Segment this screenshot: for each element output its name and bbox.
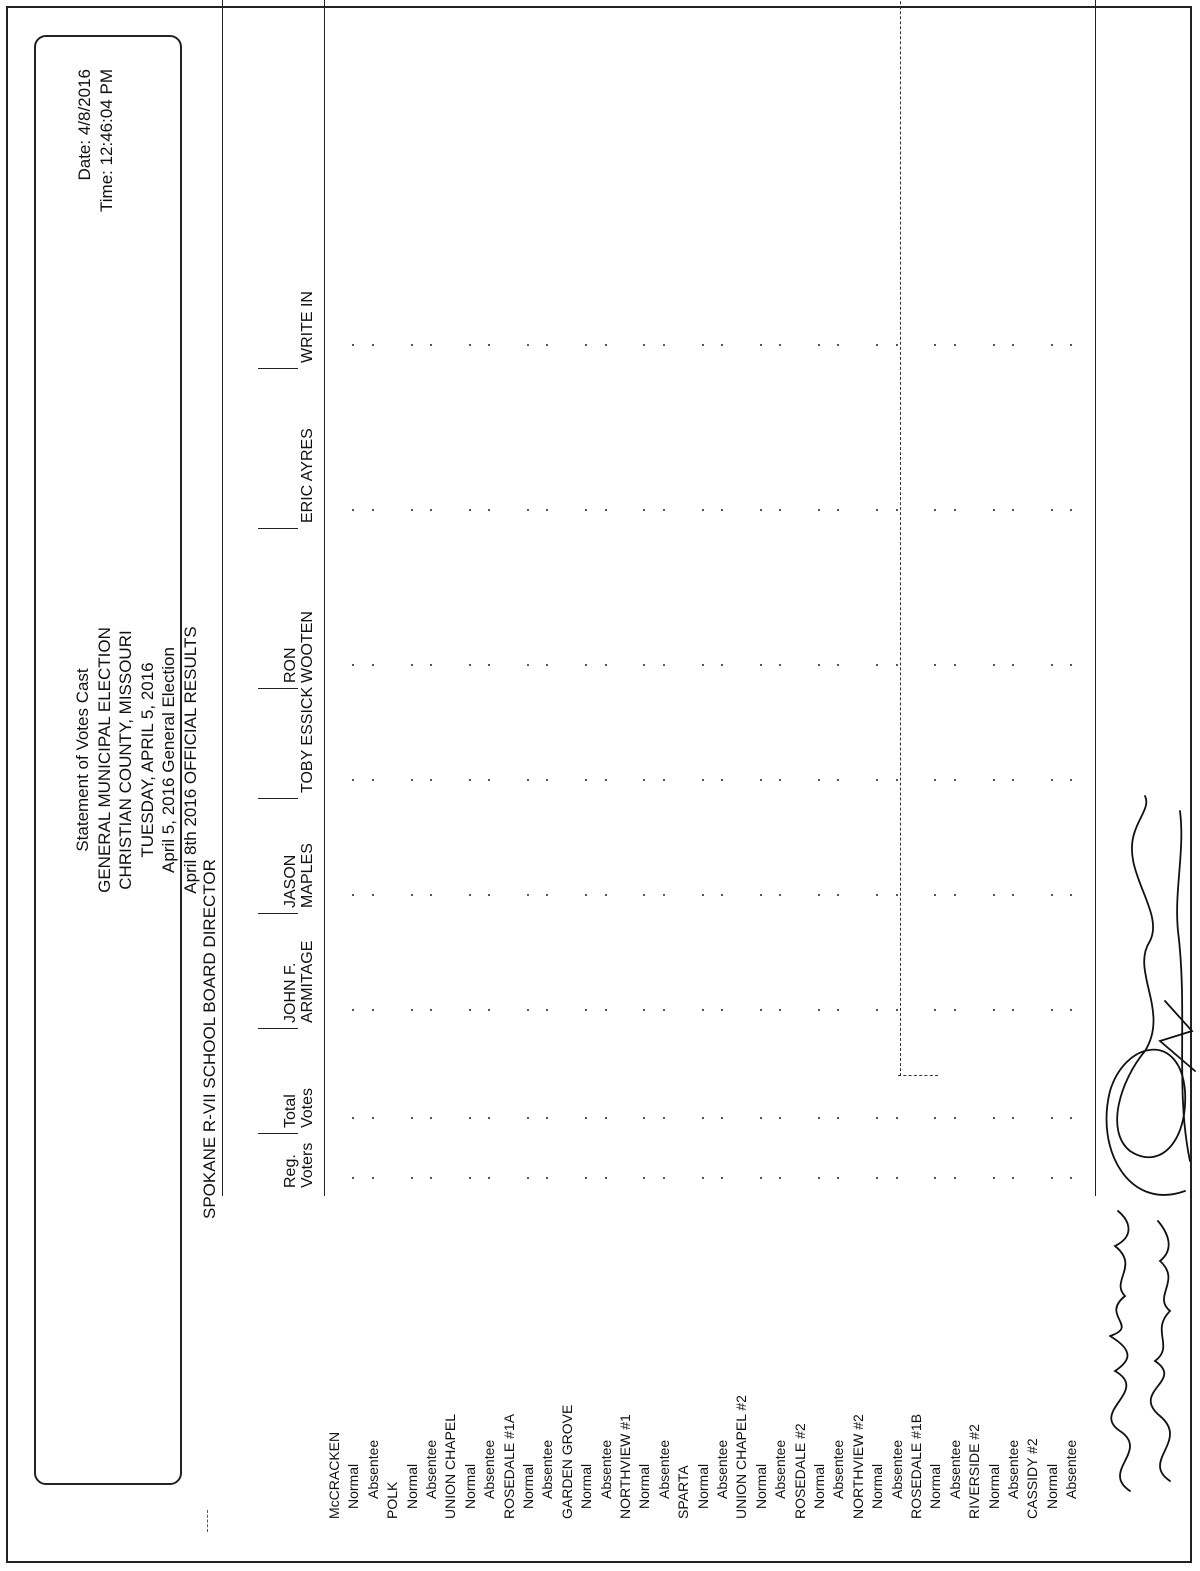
- report-time: Time: 12:46:04 PM: [97, 69, 116, 212]
- vote-count-cell: [934, 894, 936, 896]
- vote-count-cell: [352, 344, 354, 346]
- vote-count-cell: [954, 344, 956, 346]
- vote-count-cell: [527, 664, 529, 666]
- vote-count-cell: [934, 344, 936, 346]
- vote-count-cell: [993, 1177, 995, 1179]
- vote-count-cell: [546, 509, 548, 511]
- vote-count-cell: [837, 664, 839, 666]
- vote-count-cell: [352, 1009, 354, 1011]
- precinct-label: McCRACKEN: [326, 1431, 342, 1519]
- vote-count-cell: [760, 1117, 762, 1119]
- vote-count-cell: [876, 664, 878, 666]
- vote-count-cell: [779, 1009, 781, 1011]
- vote-count-cell: [1051, 1009, 1053, 1011]
- vote-count-cell: [993, 1009, 995, 1011]
- vote-count-cell: [527, 1177, 529, 1179]
- vote-count-cell: [469, 1009, 471, 1011]
- vote-count-cell: [934, 664, 936, 666]
- vote-count-cell: [546, 1177, 548, 1179]
- vote-count-cell: [527, 1009, 529, 1011]
- vote-count-cell: [779, 344, 781, 346]
- scan-artifact-line: [898, 1075, 938, 1076]
- precinct-label: ROSEDALE #1A: [500, 1413, 517, 1519]
- vote-count-cell: [585, 344, 587, 346]
- vote-count-cell: [488, 1177, 490, 1179]
- vote-count-cell: [546, 1117, 548, 1119]
- vote-count-cell: [643, 344, 645, 346]
- column-header-line: MAPLES: [299, 843, 316, 908]
- vote-count-cell: [1070, 1009, 1072, 1011]
- vote-count-cell: [1012, 664, 1014, 666]
- vote-count-cell: [1070, 1177, 1072, 1179]
- vote-type-label: Normal: [752, 1463, 769, 1509]
- vote-count-cell: [818, 894, 820, 896]
- vote-count-cell: [605, 509, 607, 511]
- vote-count-cell: [411, 1009, 413, 1011]
- vote-count-cell: [1012, 344, 1014, 346]
- vote-count-cell: [585, 1009, 587, 1011]
- vote-count-cell: [760, 1177, 762, 1179]
- column-header: [299, 428, 316, 523]
- vote-count-cell: [469, 1177, 471, 1179]
- precinct-label: UNION CHAPEL #2: [733, 1395, 750, 1519]
- vote-count-cell: [896, 1117, 898, 1119]
- vote-count-cell: [430, 1009, 432, 1011]
- vote-count-cell: [779, 509, 781, 511]
- vote-count-cell: [643, 1117, 645, 1119]
- report-header: [72, 37, 201, 1483]
- vote-count-cell: [721, 894, 723, 896]
- vote-count-cell: [1051, 344, 1053, 346]
- vote-count-cell: [352, 509, 354, 511]
- vote-count-cell: [527, 779, 529, 781]
- column-header: [282, 1088, 316, 1128]
- vote-count-cell: [430, 1117, 432, 1119]
- precinct-label: RIVERSIDE #2: [966, 1424, 983, 1519]
- column-header: [282, 611, 316, 683]
- vote-count-cell: [643, 1177, 645, 1179]
- vote-count-cell: [818, 1177, 820, 1179]
- vote-count-cell: [721, 664, 723, 666]
- precinct-label: NORTHVIEW #1: [617, 1414, 633, 1519]
- vote-count-cell: [721, 779, 723, 781]
- column-divider: [258, 913, 298, 914]
- vote-count-cell: [469, 664, 471, 666]
- vote-count-cell: [663, 779, 665, 781]
- vote-type-label: Normal: [869, 1463, 886, 1509]
- vote-count-cell: [411, 509, 413, 511]
- column-header-line: Total: [282, 1094, 299, 1128]
- vote-count-cell: [585, 779, 587, 781]
- signature-scribbles: [1090, 791, 1200, 1511]
- vote-count-cell: [372, 779, 374, 781]
- column-header-line: WOOTEN: [299, 611, 316, 683]
- vote-count-cell: [605, 344, 607, 346]
- vote-type-label: Normal: [461, 1463, 478, 1509]
- vote-count-cell: [546, 344, 548, 346]
- header-rule: [324, 0, 325, 1196]
- vote-count-cell: [993, 509, 995, 511]
- header-line: CHRISTIAN COUNTY, MISSOURI: [116, 630, 135, 890]
- vote-count-cell: [1070, 509, 1072, 511]
- vote-count-cell: [1012, 1117, 1014, 1119]
- vote-type-label: Absentee: [714, 1439, 730, 1499]
- vote-count-cell: [779, 1177, 781, 1179]
- vote-count-cell: [876, 509, 878, 511]
- vote-count-cell: [372, 344, 374, 346]
- vote-count-cell: [372, 1117, 374, 1119]
- vote-count-cell: [993, 344, 995, 346]
- vote-count-cell: [760, 509, 762, 511]
- vote-count-cell: [876, 1009, 878, 1011]
- vote-count-cell: [372, 1177, 374, 1179]
- vote-count-cell: [1070, 664, 1072, 666]
- vote-count-cell: [702, 1177, 704, 1179]
- vote-count-cell: [430, 894, 432, 896]
- vote-count-cell: [1051, 664, 1053, 666]
- vote-count-cell: [1051, 894, 1053, 896]
- column-header-line: ARMITAGE: [299, 940, 316, 1023]
- vote-count-cell: [954, 509, 956, 511]
- vote-count-cell: [1012, 779, 1014, 781]
- vote-count-cell: [430, 779, 432, 781]
- header-line: April 8th 2016 OFFICIAL RESULTS: [180, 626, 200, 894]
- vote-count-cell: [896, 344, 898, 346]
- vote-count-cell: [760, 664, 762, 666]
- vote-count-cell: [527, 894, 529, 896]
- precinct-label: ROSEDALE #2: [791, 1423, 808, 1519]
- precinct-label: POLK: [384, 1481, 401, 1519]
- vote-count-cell: [663, 1177, 665, 1179]
- vote-count-cell: [643, 509, 645, 511]
- vote-count-cell: [663, 509, 665, 511]
- header-line: April 5, 2016 General Election: [159, 647, 178, 873]
- vote-count-cell: [585, 509, 587, 511]
- vote-count-cell: [643, 664, 645, 666]
- vote-count-cell: [527, 344, 529, 346]
- vote-count-cell: [1070, 779, 1072, 781]
- vote-type-label: Absentee: [423, 1439, 439, 1499]
- vote-count-cell: [760, 344, 762, 346]
- column-divider: [258, 528, 298, 529]
- vote-count-cell: [779, 779, 781, 781]
- column-header: [299, 291, 316, 363]
- vote-count-cell: [663, 664, 665, 666]
- vote-count-cell: [721, 1009, 723, 1011]
- vote-count-cell: [993, 894, 995, 896]
- vote-count-cell: [585, 1177, 587, 1179]
- vote-count-cell: [430, 344, 432, 346]
- vote-count-cell: [954, 664, 956, 666]
- column-header-line: Voters: [299, 1142, 316, 1188]
- vote-count-cell: [837, 894, 839, 896]
- vote-count-cell: [876, 344, 878, 346]
- vote-count-cell: [352, 664, 354, 666]
- vote-count-cell: [993, 1117, 995, 1119]
- vote-type-label: Normal: [345, 1463, 362, 1509]
- vote-count-cell: [934, 779, 936, 781]
- vote-count-cell: [876, 779, 878, 781]
- vote-count-cell: [837, 1117, 839, 1119]
- column-header: [299, 687, 316, 793]
- vote-count-cell: [1012, 1009, 1014, 1011]
- vote-count-cell: [721, 344, 723, 346]
- vote-count-cell: [469, 894, 471, 896]
- vote-count-cell: [605, 1009, 607, 1011]
- vote-count-cell: [469, 779, 471, 781]
- vote-count-cell: [1012, 509, 1014, 511]
- table-top-rule: [222, 0, 223, 1196]
- vote-count-cell: [837, 1177, 839, 1179]
- vote-count-cell: [352, 1117, 354, 1119]
- vote-count-cell: [663, 1117, 665, 1119]
- margin-mark: [207, 1510, 208, 1532]
- vote-count-cell: [954, 894, 956, 896]
- column-header-line: JASON: [282, 854, 299, 908]
- vote-count-cell: [469, 509, 471, 511]
- precinct-label: ROSEDALE #1B: [908, 1413, 924, 1519]
- vote-count-cell: [605, 779, 607, 781]
- vote-count-cell: [546, 1009, 548, 1011]
- vote-count-cell: [430, 664, 432, 666]
- vote-count-cell: [411, 664, 413, 666]
- vote-count-cell: [546, 894, 548, 896]
- vote-type-label: Absentee: [364, 1439, 381, 1499]
- vote-type-label: Absentee: [655, 1439, 672, 1499]
- scan-artifact-line: [900, 0, 901, 1076]
- vote-count-cell: [993, 664, 995, 666]
- vote-count-cell: [1070, 344, 1072, 346]
- vote-count-cell: [1012, 1177, 1014, 1179]
- column-divider: [258, 1028, 298, 1029]
- vote-count-cell: [702, 779, 704, 781]
- vote-count-cell: [702, 344, 704, 346]
- vote-count-cell: [837, 509, 839, 511]
- vote-count-cell: [702, 509, 704, 511]
- vote-count-cell: [896, 894, 898, 896]
- vote-count-cell: [352, 779, 354, 781]
- vote-count-cell: [954, 1177, 956, 1179]
- vote-count-cell: [663, 1009, 665, 1011]
- vote-count-cell: [352, 894, 354, 896]
- vote-count-cell: [954, 1009, 956, 1011]
- precinct-label: NORTHVIEW #2: [849, 1414, 866, 1519]
- vote-count-cell: [585, 664, 587, 666]
- header-line: Statement of Votes Cast: [73, 668, 92, 852]
- vote-count-cell: [527, 1117, 529, 1119]
- vote-count-cell: [896, 1009, 898, 1011]
- vote-count-cell: [372, 894, 374, 896]
- vote-count-cell: [934, 1009, 936, 1011]
- vote-count-cell: [721, 509, 723, 511]
- vote-count-cell: [585, 1117, 587, 1119]
- vote-count-cell: [702, 894, 704, 896]
- vote-count-cell: [372, 664, 374, 666]
- vote-count-cell: [818, 509, 820, 511]
- column-header-line: WRITE IN: [299, 291, 316, 363]
- vote-count-cell: [488, 779, 490, 781]
- vote-count-cell: [605, 664, 607, 666]
- vote-type-label: Absentee: [539, 1439, 556, 1499]
- column-header: [282, 1143, 316, 1188]
- precinct-label: UNION CHAPEL: [442, 1413, 459, 1519]
- vote-type-label: Normal: [520, 1463, 536, 1509]
- precinct-label: CASSIDY #2: [1024, 1438, 1041, 1519]
- vote-type-label: Absentee: [1063, 1439, 1080, 1499]
- vote-count-cell: [1012, 894, 1014, 896]
- vote-count-cell: [818, 664, 820, 666]
- vote-count-cell: [896, 664, 898, 666]
- vote-type-label: Absentee: [1005, 1439, 1021, 1499]
- vote-count-cell: [876, 1117, 878, 1119]
- vote-count-cell: [411, 894, 413, 896]
- vote-count-cell: [934, 509, 936, 511]
- vote-count-cell: [488, 664, 490, 666]
- vote-count-cell: [934, 1177, 936, 1179]
- vote-count-cell: [779, 1117, 781, 1119]
- vote-count-cell: [1051, 509, 1053, 511]
- vote-count-cell: [469, 1117, 471, 1119]
- vote-count-cell: [372, 1009, 374, 1011]
- vote-count-cell: [411, 1117, 413, 1119]
- header-line: TUESDAY, APRIL 5, 2016: [137, 662, 157, 858]
- vote-count-cell: [585, 894, 587, 896]
- vote-count-cell: [527, 509, 529, 511]
- vote-count-cell: [876, 1177, 878, 1179]
- vote-count-cell: [721, 1117, 723, 1119]
- vote-count-cell: [818, 344, 820, 346]
- vote-count-cell: [837, 344, 839, 346]
- vote-count-cell: [488, 509, 490, 511]
- column-header-line: TOBY ESSICK: [299, 686, 316, 793]
- vote-count-cell: [488, 894, 490, 896]
- column-divider: [258, 368, 298, 369]
- column-header: [282, 843, 316, 908]
- vote-count-cell: [896, 779, 898, 781]
- vote-count-cell: [721, 1177, 723, 1179]
- vote-count-cell: [1051, 1117, 1053, 1119]
- column-header-line: Votes: [299, 1087, 316, 1128]
- vote-type-label: Normal: [811, 1463, 827, 1509]
- vote-type-label: Normal: [927, 1463, 944, 1509]
- contest-title: SPOKANE R-VII SCHOOL BOARD DIRECTOR: [200, 859, 219, 1219]
- vote-count-cell: [643, 894, 645, 896]
- vote-count-cell: [993, 779, 995, 781]
- vote-type-label: Normal: [636, 1463, 653, 1509]
- vote-count-cell: [837, 1009, 839, 1011]
- vote-count-cell: [1051, 1177, 1053, 1179]
- vote-type-label: Normal: [985, 1463, 1002, 1509]
- column-divider: [258, 798, 298, 799]
- vote-type-label: Normal: [694, 1463, 711, 1509]
- vote-count-cell: [546, 664, 548, 666]
- report-date: Date: 4/8/2016: [75, 69, 94, 181]
- vote-count-cell: [430, 509, 432, 511]
- vote-count-cell: [1051, 779, 1053, 781]
- vote-count-cell: [1070, 1117, 1072, 1119]
- signatures: [1090, 791, 1200, 1511]
- vote-count-cell: [702, 1009, 704, 1011]
- vote-count-cell: [605, 894, 607, 896]
- vote-count-cell: [411, 1177, 413, 1179]
- vote-type-label: Absentee: [946, 1439, 963, 1499]
- vote-count-cell: [934, 1117, 936, 1119]
- column-divider: [258, 1133, 298, 1134]
- vote-count-cell: [818, 1117, 820, 1119]
- header-box: [34, 35, 200, 1485]
- precinct-label: SPARTA: [675, 1465, 692, 1519]
- vote-type-label: Normal: [1043, 1463, 1060, 1509]
- vote-type-label: Absentee: [830, 1439, 847, 1499]
- vote-count-cell: [896, 1177, 898, 1179]
- vote-count-cell: [643, 1009, 645, 1011]
- vote-count-cell: [411, 344, 413, 346]
- vote-count-cell: [1070, 894, 1072, 896]
- vote-count-cell: [702, 1117, 704, 1119]
- vote-count-cell: [546, 779, 548, 781]
- vote-count-cell: [605, 1117, 607, 1119]
- column-header-line: Reg.: [282, 1154, 299, 1188]
- vote-type-label: Absentee: [772, 1439, 789, 1499]
- vote-count-cell: [760, 1009, 762, 1011]
- vote-count-cell: [605, 1177, 607, 1179]
- vote-count-cell: [779, 894, 781, 896]
- vote-count-cell: [760, 779, 762, 781]
- vote-count-cell: [411, 779, 413, 781]
- column-header-line: RON: [282, 647, 299, 683]
- vote-type-label: Normal: [403, 1463, 420, 1509]
- vote-count-cell: [837, 779, 839, 781]
- column-header-line: ERIC AYRES: [299, 428, 316, 523]
- column-divider: [258, 688, 298, 689]
- report-timestamp: [74, 69, 118, 212]
- vote-count-cell: [663, 894, 665, 896]
- vote-count-cell: [896, 509, 898, 511]
- vote-count-cell: [954, 1117, 956, 1119]
- vote-count-cell: [643, 779, 645, 781]
- vote-count-cell: [488, 1117, 490, 1119]
- vote-count-cell: [818, 779, 820, 781]
- vote-count-cell: [760, 894, 762, 896]
- precinct-label: GARDEN GROVE: [558, 1404, 575, 1519]
- header-line: GENERAL MUNICIPAL ELECTION: [94, 627, 114, 893]
- vote-count-cell: [372, 509, 374, 511]
- vote-count-cell: [876, 894, 878, 896]
- vote-type-label: Absentee: [888, 1439, 905, 1499]
- vote-count-cell: [954, 779, 956, 781]
- vote-count-cell: [779, 664, 781, 666]
- vote-count-cell: [469, 344, 471, 346]
- vote-count-cell: [430, 1177, 432, 1179]
- vote-count-cell: [352, 1177, 354, 1179]
- vote-count-cell: [488, 1009, 490, 1011]
- vote-type-label: Absentee: [481, 1439, 498, 1499]
- vote-count-cell: [663, 344, 665, 346]
- vote-type-label: Absentee: [597, 1439, 614, 1499]
- vote-type-label: Normal: [578, 1463, 595, 1509]
- vote-count-cell: [488, 344, 490, 346]
- column-header-line: JOHN F.: [282, 962, 299, 1023]
- column-header: [282, 941, 316, 1023]
- vote-count-cell: [702, 664, 704, 666]
- vote-count-cell: [818, 1009, 820, 1011]
